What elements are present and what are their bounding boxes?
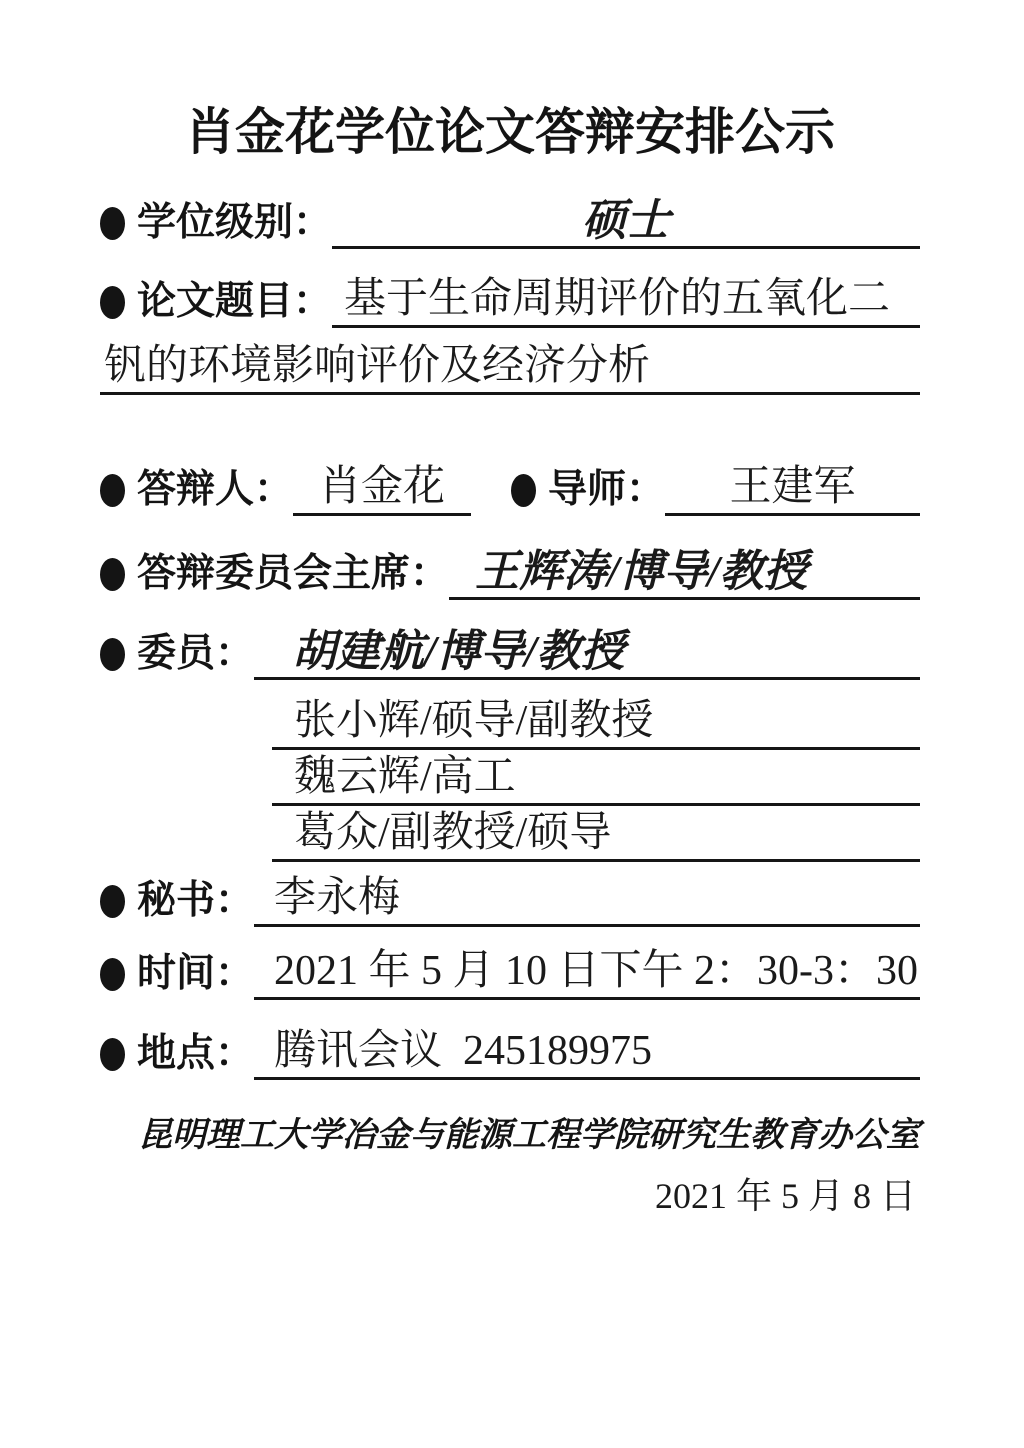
field-degree-level [100, 198, 920, 249]
field-defender-advisor [100, 465, 920, 516]
footer-organization: 昆明理工大学冶金与能源工程学院研究生教育办公室 [138, 1117, 920, 1154]
footer-date: 2021 年 5 月 8 日 [654, 1176, 916, 1216]
field-secretary [100, 876, 920, 927]
field-time [100, 949, 920, 1000]
location-label: 地点： [137, 1032, 255, 1075]
bullet-icon [100, 958, 125, 991]
secretary-label: 秘书： [137, 879, 255, 922]
field-committee-chair [100, 549, 920, 600]
defender-value: 肖金花 [293, 465, 471, 516]
time-label: 时间： [137, 952, 255, 995]
thesis-title-value-line2: 钒的环境影响评价及经济分析 [100, 344, 920, 395]
bullet-icon [511, 474, 536, 507]
thesis-title-label: 论文题目： [137, 280, 333, 323]
secretary-value: 李永梅 [254, 876, 920, 927]
time-value: 2021 年 5 月 10 日下午 2：30-3：30 [254, 949, 920, 1000]
bullet-icon [100, 638, 125, 671]
bullet-icon [100, 1038, 125, 1071]
committee-member-3: 葛众/副教授/硕导 [272, 811, 920, 862]
chair-value: 王辉涛/博导/教授 [449, 549, 920, 600]
bullet-icon [100, 474, 125, 507]
bullet-icon [100, 286, 125, 319]
committee-member-0: 胡建航/博导/教授 [254, 629, 920, 680]
chair-label: 答辩委员会主席： [137, 552, 450, 595]
field-committee [100, 629, 920, 680]
defender-label: 答辩人： [137, 468, 294, 511]
bullet-icon [100, 885, 125, 918]
committee-label: 委员： [137, 632, 255, 675]
page-title: 肖金花学位论文答辩安排公示 [185, 104, 835, 160]
bullet-icon [100, 558, 125, 591]
bullet-icon [100, 207, 125, 240]
location-value: 腾讯会议 245189975 [254, 1029, 920, 1080]
field-thesis-title [100, 277, 920, 328]
field-location [100, 1029, 920, 1080]
committee-member-1: 张小辉/硕导/副教授 [272, 699, 920, 750]
advisor-value: 王建军 [665, 465, 920, 516]
committee-member-2: 魏云辉/高工 [272, 755, 920, 806]
thesis-title-value-line1: 基于生命周期评价的五氧化二 [332, 277, 920, 328]
degree-level-value: 硕士 [332, 198, 920, 249]
advisor-label: 导师： [548, 468, 666, 511]
degree-level-label: 学位级别： [137, 201, 333, 244]
